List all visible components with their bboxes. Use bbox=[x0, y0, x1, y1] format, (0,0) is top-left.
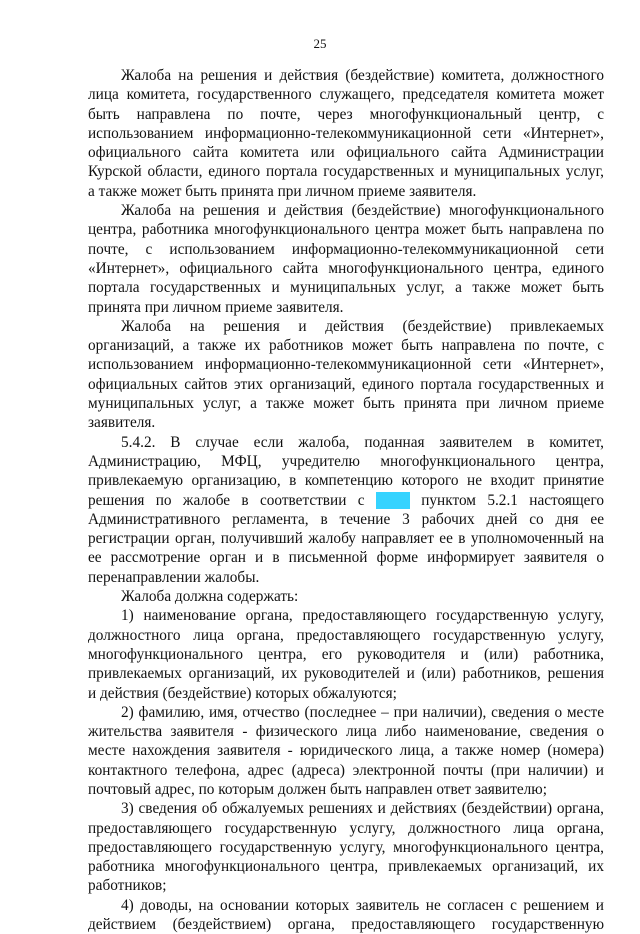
text-line bbox=[88, 491, 604, 510]
text-line: принята при личном приеме заявителя. bbox=[88, 298, 344, 316]
text-line: использованием информационно-телекоммуникационной сети «Интернет», bbox=[88, 356, 604, 374]
text-line: должностного лица органа, предоставляющего государственную услугу, bbox=[88, 626, 604, 644]
text-segment: решения по жалобе в соответствии с bbox=[88, 491, 365, 509]
page-number: 25 bbox=[313, 36, 327, 51]
text-line: Административного регламента, в течение 3 рабочих дней со дня ее bbox=[88, 510, 604, 528]
text-line: контактного телефона, адрес (адреса) электронной почты (при наличии) и bbox=[88, 761, 604, 779]
text-line: Жалоба на решения и действия (бездействие) многофункционального bbox=[121, 202, 604, 220]
text-line: а также может быть принята при личном приеме заявителя. bbox=[88, 182, 477, 200]
text-line: привлекаемую организацию, в компетенцию которого не входит принятие bbox=[88, 472, 604, 490]
text-line: работников; bbox=[88, 877, 167, 895]
text-line: и действия (бездействие) которых обжалуются; bbox=[88, 684, 397, 702]
text-line: Курской области, единого портала государственных и муниципальных услуг, bbox=[88, 163, 604, 181]
text-line: действием (бездействием) органа, предоставляющего государственную bbox=[88, 916, 604, 934]
text-line: 4) доводы, на основании которых заявитель не согласен с решением и bbox=[121, 896, 604, 914]
text-line: месте нахождения заявителя - юридического лица, а также номер (номера) bbox=[88, 742, 604, 760]
text-line: «Интернет», официального сайта многофункционального центра, единого bbox=[88, 259, 604, 277]
text-line: работника многофункционального центра, привлекаемых организаций, их bbox=[88, 858, 604, 876]
text-line: центра, работника многофункционального центра может быть направлена по bbox=[88, 221, 604, 239]
text-line: использованием информационно-телекоммуникационной сети «Интернет», bbox=[88, 124, 604, 142]
text-line: Жалоба на решения и действия (бездействие) привлекаемых bbox=[121, 317, 604, 335]
text-line: почтовый адрес, по которым должен быть направлен ответ заявителю; bbox=[88, 780, 547, 798]
text-line: официальных сайтов этих организаций, единого портала государственных и bbox=[88, 375, 604, 393]
text-line: предоставляющего государственную услугу, должностного лица органа, bbox=[88, 819, 604, 837]
highlight-mark bbox=[376, 492, 410, 509]
text-line: 2) фамилию, имя, отчество (последнее – при наличии), сведения о месте bbox=[121, 703, 604, 721]
text-line: быть направлена по почте, через многофункциональный центр, с bbox=[88, 105, 604, 123]
text-line: 5.4.2. В случае если жалоба, поданная заявителем в комитет, bbox=[121, 433, 604, 451]
text-line: предоставляющего государственную услугу, многофункционального центра, bbox=[88, 838, 604, 856]
text-line: регистрации орган, получивший жалобу направляет ее в уполномоченный на bbox=[88, 530, 604, 548]
text-line: официального сайта комитета или официального сайта Администрации bbox=[88, 144, 604, 162]
text-line: Жалоба на решения и действия (бездействие) комитета, должностного bbox=[121, 67, 604, 84]
text-line: привлекаемых организаций, их руководителей и (или) работников, решения bbox=[88, 665, 604, 683]
text-line: Администрацию, МФЦ, учредителю многофункционального центра, bbox=[88, 452, 604, 470]
text-line: ее рассмотрение орган и в письменной форме информирует заявителя о bbox=[88, 549, 604, 567]
text-line: почте, с использованием информационно-телекоммуникационной сети bbox=[88, 240, 604, 258]
text-line: многофункционального центра, его руководителя и (или) работника, bbox=[88, 645, 604, 663]
text-line: портала государственных и муниципальных услуг, а также может быть bbox=[88, 279, 604, 297]
text-line: лица комитета, государственного служащего, председателя комитета может bbox=[88, 86, 604, 104]
text-line: 1) наименование органа, предоставляющего государственную услугу, bbox=[121, 607, 604, 625]
document-body bbox=[88, 66, 604, 934]
text-line: заявителя. bbox=[88, 414, 156, 432]
text-line: муниципальных услуг, а также может быть принята при личном приеме bbox=[88, 395, 604, 413]
text-line: жительства заявителя - физического лица либо наименование, сведения о bbox=[88, 723, 604, 741]
text-line: перенаправлении жалобы. bbox=[88, 568, 260, 586]
text-segment: пунктом 5.2.1 настоящего bbox=[421, 491, 605, 509]
text-line: 3) сведения об обжалуемых решениях и действиях (бездействии) органа, bbox=[121, 800, 604, 818]
text-line: организаций, а также их работников может быть направлена по почте, с bbox=[88, 337, 604, 355]
text-line: Жалоба должна содержать: bbox=[121, 588, 299, 606]
